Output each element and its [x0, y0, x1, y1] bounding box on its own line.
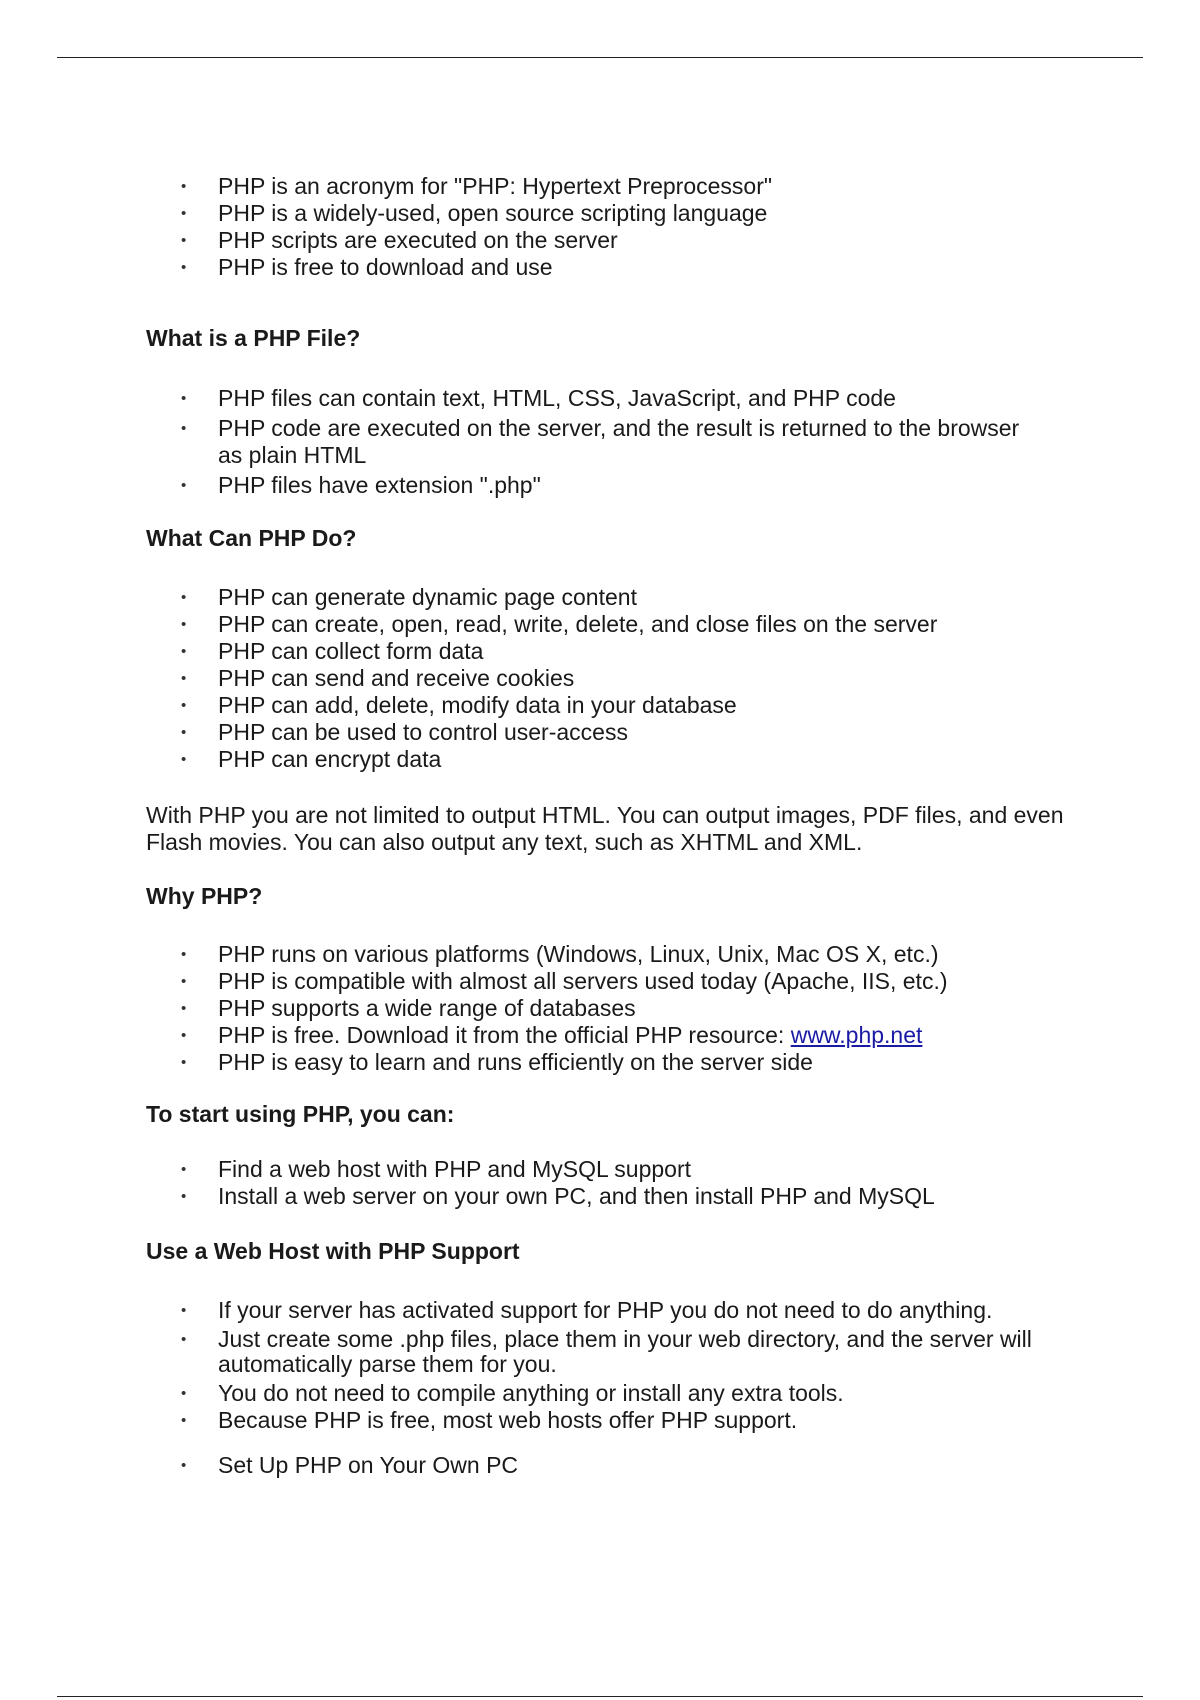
list-item: • PHP scripts are executed on the server	[218, 227, 1086, 254]
document-body	[146, 173, 1086, 1479]
output-paragraph: With PHP you are not limited to output HTML. You can output images, PDF files, and even Flash movies. You can also output any text, such as XHTML and XML.	[146, 802, 1064, 855]
list-item: • PHP is easy to learn and runs efficiently on the server side	[218, 1049, 1086, 1076]
list-item: • PHP is free to download and use	[218, 254, 1086, 281]
list-item: • PHP can generate dynamic page content	[218, 584, 1086, 611]
header-rule	[57, 57, 1143, 58]
list-item: • Because PHP is free, most web hosts offer PHP support.	[218, 1407, 1086, 1434]
list-item: • PHP files have extension ".php"	[218, 472, 1086, 499]
section-heading-why-php: Why PHP?	[146, 883, 263, 909]
web-host-list	[146, 1297, 1086, 1479]
why-php-list	[146, 941, 1086, 1076]
what-is-file-list	[146, 385, 1086, 499]
list-item: • If your server has activated support for PHP you do not need to do anything.	[218, 1297, 1086, 1324]
list-item: • PHP can add, delete, modify data in your database	[218, 692, 1086, 719]
section-heading-what-is-file: What is a PHP File?	[146, 325, 361, 351]
start-using-list	[146, 1156, 1086, 1210]
list-item: • PHP is compatible with almost all servers used today (Apache, IIS, etc.)	[218, 968, 1086, 995]
list-item: • PHP can encrypt data	[218, 746, 1086, 773]
list-item: • PHP can send and receive cookies	[218, 665, 1086, 692]
php-net-link[interactable]: www.php.net	[790, 1022, 923, 1048]
list-item: • PHP is an acronym for "PHP: Hypertext Preprocessor"	[218, 173, 1086, 200]
list-item: • PHP is a widely-used, open source scripting language	[218, 200, 1086, 227]
section-heading-what-can-do: What Can PHP Do?	[146, 525, 357, 551]
list-item: • PHP code are executed on the server, and the result is returned to the browser as plain HTML	[218, 415, 1086, 469]
footer-rule	[57, 1696, 1143, 1697]
list-item: • PHP supports a wide range of databases	[218, 995, 1086, 1022]
section-heading-web-host: Use a Web Host with PHP Support	[146, 1238, 520, 1264]
free-item-text: PHP is free. Download it from the official PHP resource:	[218, 1022, 791, 1048]
list-item: • PHP can collect form data	[218, 638, 1086, 665]
list-item: • Install a web server on your own PC, and then install PHP and MySQL	[218, 1183, 1086, 1210]
list-item: • PHP can create, open, read, write, delete, and close files on the server	[218, 611, 1086, 638]
list-item: • PHP can be used to control user-access	[218, 719, 1086, 746]
what-can-do-list	[146, 584, 1086, 773]
list-item	[218, 1022, 1086, 1049]
list-item: • Find a web host with PHP and MySQL support	[218, 1156, 1086, 1183]
list-item: • You do not need to compile anything or install any extra tools.	[218, 1380, 1086, 1407]
list-item: • Set Up PHP on Your Own PC	[218, 1452, 1086, 1479]
list-item: • PHP files can contain text, HTML, CSS, JavaScript, and PHP code	[218, 385, 1086, 412]
list-item: • PHP runs on various platforms (Windows, Linux, Unix, Mac OS X, etc.)	[218, 941, 1086, 968]
list-item: • Just create some .php files, place them in your web directory, and the server will automatically parse them for you.	[218, 1327, 1086, 1377]
intro-list	[146, 173, 1086, 281]
section-heading-start-using: To start using PHP, you can:	[146, 1101, 455, 1127]
